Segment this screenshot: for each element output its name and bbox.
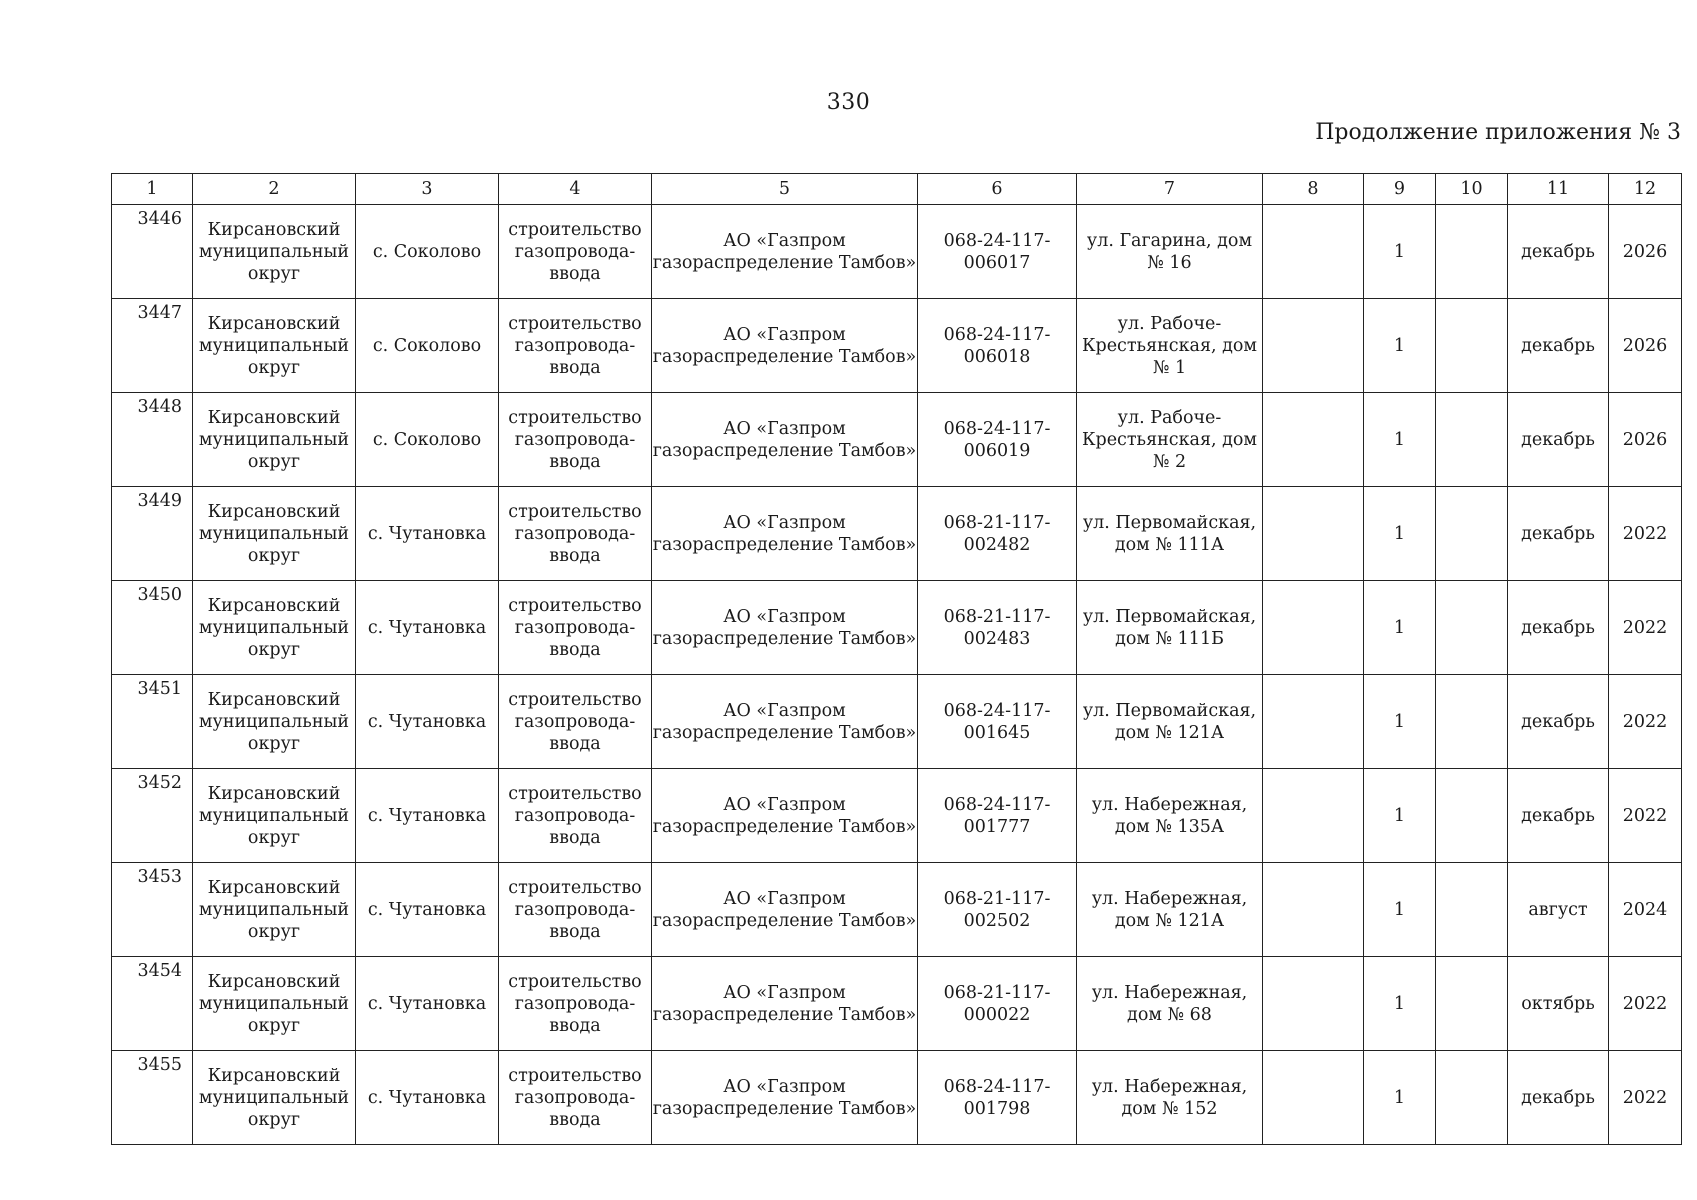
column-8-cell	[1263, 863, 1364, 957]
address-cell: ул. Набережная, дом № 152	[1077, 1051, 1263, 1145]
column-header: 3	[356, 174, 499, 205]
row-number: 3452	[112, 769, 193, 863]
column-header: 8	[1263, 174, 1364, 205]
work-type-cell: строительство газопровода-ввода	[499, 769, 652, 863]
year-cell: 2024	[1609, 863, 1682, 957]
address-cell: ул. Первомайская, дом № 121А	[1077, 675, 1263, 769]
row-number: 3448	[112, 393, 193, 487]
row-number: 3451	[112, 675, 193, 769]
address-cell: ул. Набережная, дом № 121А	[1077, 863, 1263, 957]
settlement-cell: с. Чутановка	[356, 957, 499, 1051]
work-type-cell: строительство газопровода-ввода	[499, 487, 652, 581]
table-row	[112, 1051, 1682, 1145]
organization-cell: АО «Газпром газораспределение Тамбов»	[652, 393, 918, 487]
year-cell: 2022	[1609, 675, 1682, 769]
work-type-cell: строительство газопровода-ввода	[499, 393, 652, 487]
settlement-cell: с. Чутановка	[356, 1051, 499, 1145]
settlement-cell: с. Чутановка	[356, 675, 499, 769]
column-10-cell	[1436, 581, 1508, 675]
address-cell: ул. Набережная, дом № 135А	[1077, 769, 1263, 863]
work-type-cell: строительство газопровода-ввода	[499, 299, 652, 393]
column-header: 10	[1436, 174, 1508, 205]
month-cell: декабрь	[1508, 581, 1609, 675]
organization-cell: АО «Газпром газораспределение Тамбов»	[652, 299, 918, 393]
year-cell: 2022	[1609, 1051, 1682, 1145]
work-type-cell: строительство газопровода-ввода	[499, 675, 652, 769]
work-type-cell: строительство газопровода-ввода	[499, 863, 652, 957]
object-code-cell: 068-24-117-001645	[918, 675, 1077, 769]
organization-cell: АО «Газпром газораспределение Тамбов»	[652, 1051, 918, 1145]
column-10-cell	[1436, 957, 1508, 1051]
row-number: 3446	[112, 205, 193, 299]
settlement-cell: с. Соколово	[356, 299, 499, 393]
column-header: 5	[652, 174, 918, 205]
table-row	[112, 863, 1682, 957]
address-cell: ул. Рабоче-Крестьянская, дом № 2	[1077, 393, 1263, 487]
quantity-cell: 1	[1364, 205, 1436, 299]
work-type-cell: строительство газопровода-ввода	[499, 205, 652, 299]
appendix-note: Продолжение приложения № 3	[1315, 120, 1681, 145]
column-header: 12	[1609, 174, 1682, 205]
column-header: 4	[499, 174, 652, 205]
month-cell: декабрь	[1508, 393, 1609, 487]
column-header: 6	[918, 174, 1077, 205]
work-type-cell: строительство газопровода-ввода	[499, 957, 652, 1051]
district-cell: Кирсановский муниципальный округ	[193, 863, 356, 957]
work-type-cell: строительство газопровода-ввода	[499, 581, 652, 675]
table-body	[112, 205, 1682, 1145]
object-code-cell: 068-24-117-006017	[918, 205, 1077, 299]
table-row	[112, 393, 1682, 487]
object-code-cell: 068-24-117-006019	[918, 393, 1077, 487]
column-10-cell	[1436, 487, 1508, 581]
page-number: 330	[826, 90, 871, 115]
month-cell: декабрь	[1508, 675, 1609, 769]
address-cell: ул. Набережная, дом № 68	[1077, 957, 1263, 1051]
column-10-cell	[1436, 299, 1508, 393]
column-8-cell	[1263, 769, 1364, 863]
month-cell: октябрь	[1508, 957, 1609, 1051]
column-10-cell	[1436, 393, 1508, 487]
object-code-cell: 068-24-117-001798	[918, 1051, 1077, 1145]
quantity-cell: 1	[1364, 769, 1436, 863]
column-header: 11	[1508, 174, 1609, 205]
column-10-cell	[1436, 1051, 1508, 1145]
object-code-cell: 068-21-117-002482	[918, 487, 1077, 581]
organization-cell: АО «Газпром газораспределение Тамбов»	[652, 957, 918, 1051]
address-cell: ул. Первомайская, дом № 111А	[1077, 487, 1263, 581]
row-number: 3453	[112, 863, 193, 957]
address-cell: ул. Рабоче-Крестьянская, дом № 1	[1077, 299, 1263, 393]
quantity-cell: 1	[1364, 957, 1436, 1051]
object-code-cell: 068-24-117-006018	[918, 299, 1077, 393]
month-cell: декабрь	[1508, 205, 1609, 299]
district-cell: Кирсановский муниципальный округ	[193, 1051, 356, 1145]
district-cell: Кирсановский муниципальный округ	[193, 675, 356, 769]
month-cell: декабрь	[1508, 299, 1609, 393]
quantity-cell: 1	[1364, 487, 1436, 581]
year-cell: 2022	[1609, 581, 1682, 675]
organization-cell: АО «Газпром газораспределение Тамбов»	[652, 675, 918, 769]
table-row	[112, 487, 1682, 581]
column-10-cell	[1436, 769, 1508, 863]
settlement-cell: с. Соколово	[356, 205, 499, 299]
month-cell: декабрь	[1508, 487, 1609, 581]
year-cell: 2022	[1609, 769, 1682, 863]
quantity-cell: 1	[1364, 299, 1436, 393]
settlement-cell: с. Чутановка	[356, 863, 499, 957]
row-number: 3449	[112, 487, 193, 581]
organization-cell: АО «Газпром газораспределение Тамбов»	[652, 205, 918, 299]
column-8-cell	[1263, 393, 1364, 487]
organization-cell: АО «Газпром газораспределение Тамбов»	[652, 863, 918, 957]
table-row	[112, 769, 1682, 863]
district-cell: Кирсановский муниципальный округ	[193, 393, 356, 487]
column-8-cell	[1263, 205, 1364, 299]
district-cell: Кирсановский муниципальный округ	[193, 487, 356, 581]
year-cell: 2022	[1609, 487, 1682, 581]
object-code-cell: 068-21-117-002502	[918, 863, 1077, 957]
column-10-cell	[1436, 863, 1508, 957]
settlement-cell: с. Чутановка	[356, 581, 499, 675]
year-cell: 2022	[1609, 957, 1682, 1051]
month-cell: август	[1508, 863, 1609, 957]
work-type-cell: строительство газопровода-ввода	[499, 1051, 652, 1145]
object-code-cell: 068-21-117-000022	[918, 957, 1077, 1051]
table-row	[112, 581, 1682, 675]
table-row	[112, 957, 1682, 1051]
column-header: 9	[1364, 174, 1436, 205]
row-number: 3450	[112, 581, 193, 675]
table-row	[112, 299, 1682, 393]
organization-cell: АО «Газпром газораспределение Тамбов»	[652, 769, 918, 863]
object-code-cell: 068-24-117-001777	[918, 769, 1077, 863]
table-row	[112, 675, 1682, 769]
row-number: 3454	[112, 957, 193, 1051]
table-row	[112, 205, 1682, 299]
column-10-cell	[1436, 205, 1508, 299]
district-cell: Кирсановский муниципальный округ	[193, 957, 356, 1051]
settlement-cell: с. Чутановка	[356, 487, 499, 581]
organization-cell: АО «Газпром газораспределение Тамбов»	[652, 581, 918, 675]
quantity-cell: 1	[1364, 675, 1436, 769]
quantity-cell: 1	[1364, 1051, 1436, 1145]
quantity-cell: 1	[1364, 581, 1436, 675]
column-8-cell	[1263, 957, 1364, 1051]
column-8-cell	[1263, 581, 1364, 675]
column-8-cell	[1263, 1051, 1364, 1145]
column-8-cell	[1263, 299, 1364, 393]
object-code-cell: 068-21-117-002483	[918, 581, 1077, 675]
address-cell: ул. Первомайская, дом № 111Б	[1077, 581, 1263, 675]
district-cell: Кирсановский муниципальный округ	[193, 769, 356, 863]
settlement-cell: с. Чутановка	[356, 769, 499, 863]
address-cell: ул. Гагарина, дом № 16	[1077, 205, 1263, 299]
column-8-cell	[1263, 487, 1364, 581]
year-cell: 2026	[1609, 205, 1682, 299]
column-header: 7	[1077, 174, 1263, 205]
column-header: 1	[112, 174, 193, 205]
column-10-cell	[1436, 675, 1508, 769]
row-number: 3455	[112, 1051, 193, 1145]
organization-cell: АО «Газпром газораспределение Тамбов»	[652, 487, 918, 581]
year-cell: 2026	[1609, 299, 1682, 393]
quantity-cell: 1	[1364, 393, 1436, 487]
district-cell: Кирсановский муниципальный округ	[193, 581, 356, 675]
month-cell: декабрь	[1508, 769, 1609, 863]
row-number: 3447	[112, 299, 193, 393]
year-cell: 2026	[1609, 393, 1682, 487]
settlement-cell: с. Соколово	[356, 393, 499, 487]
column-header: 2	[193, 174, 356, 205]
district-cell: Кирсановский муниципальный округ	[193, 205, 356, 299]
month-cell: декабрь	[1508, 1051, 1609, 1145]
column-number-row	[112, 174, 1682, 205]
quantity-cell: 1	[1364, 863, 1436, 957]
column-8-cell	[1263, 675, 1364, 769]
gas-pipeline-table	[111, 173, 1682, 1145]
district-cell: Кирсановский муниципальный округ	[193, 299, 356, 393]
